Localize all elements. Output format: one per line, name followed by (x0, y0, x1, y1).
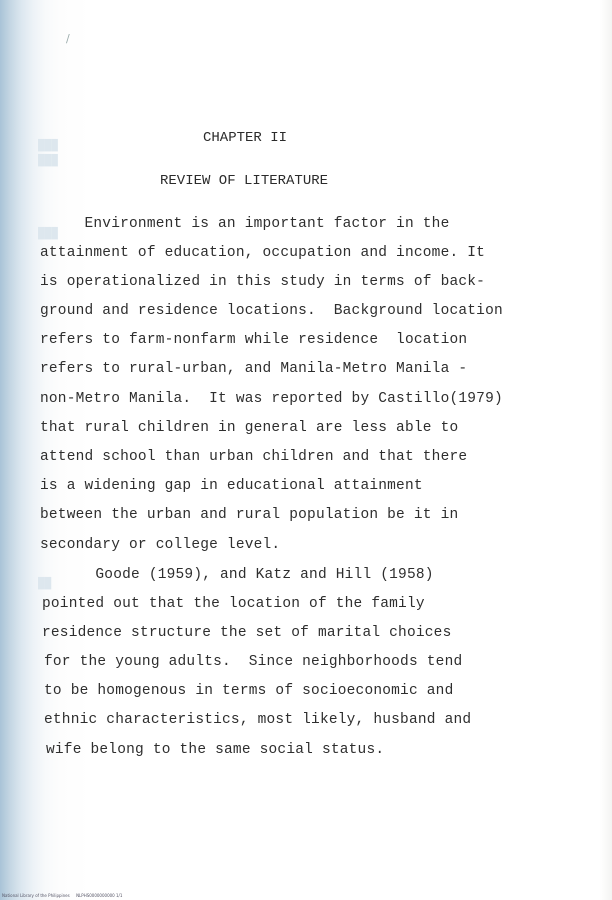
pencil-mark: / (66, 32, 70, 45)
paragraph-1-line: ground and residence locations. Background location (40, 303, 503, 319)
show-through-artifact: ██ (38, 578, 52, 590)
paragraph-2-line: residence structure the set of marital choices (42, 625, 452, 641)
paragraph-1-line: between the urban and rural population be it in (40, 507, 459, 523)
scan-footer: National Library of the Philippines NLPHS0000000000 1/1 (2, 893, 123, 898)
paragraph-1-line: attainment of education, occupation and income. It (40, 245, 486, 261)
paragraph-2-line: for the young adults. Since neighborhoods tend (44, 654, 463, 670)
paragraph-1-line: refers to rural-urban, and Manila-Metro Manila - (40, 361, 468, 377)
paragraph-2-line: pointed out that the location of the family (42, 596, 425, 612)
paragraph-2-line: to be homogenous in terms of socioeconomic and (44, 683, 454, 699)
paragraph-1-line: is operationalized in this study in terms of back- (40, 274, 486, 290)
paragraph-1-line: refers to farm-nonfarm while residence location (40, 332, 468, 348)
paragraph-2-line: wife belong to the same social status. (46, 742, 385, 758)
show-through-artifact: ███ (38, 140, 58, 152)
paragraph-1-line: non-Metro Manila. It was reported by Castillo(1979) (40, 391, 503, 407)
paragraph-1-line: is a widening gap in educational attainment (40, 478, 423, 494)
show-through-artifact: ███ (38, 155, 58, 167)
paragraph-1-line: attend school than urban children and that there (40, 449, 468, 465)
paragraph-1-line: secondary or college level. (40, 537, 281, 553)
section-title: REVIEW OF LITERATURE (160, 173, 329, 189)
paragraph-2-line: Goode (1959), and Katz and Hill (1958) (42, 567, 434, 583)
chapter-heading: CHAPTER II (203, 130, 288, 146)
show-through-artifact: ███ (38, 228, 58, 240)
paragraph-2-line: ethnic characteristics, most likely, husband and (44, 712, 472, 728)
paragraph-1-line: that rural children in general are less able to (40, 420, 459, 436)
paragraph-1-line: Environment is an important factor in the (40, 216, 450, 232)
